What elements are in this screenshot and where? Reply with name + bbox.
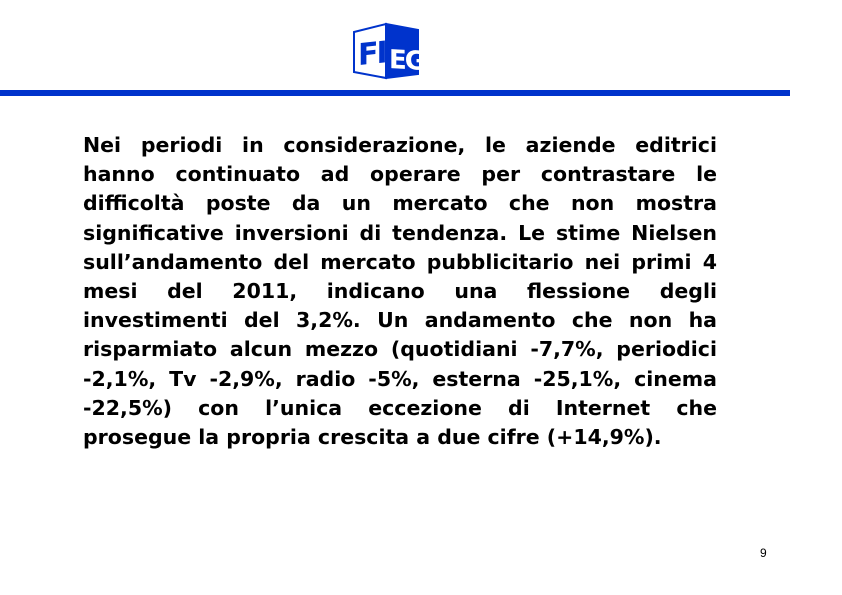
header-rule: [0, 90, 790, 96]
svg-text:EG: EG: [389, 45, 424, 77]
svg-text:FI: FI: [358, 35, 386, 74]
body-paragraph: Nei periodi in considerazione, le aziende editrici hanno continuato ad operare per contrastare le difficoltà poste da un mercato che non mostra significative inversioni di tendenza. Le stime Nielsen sull’andamento del mercato pubblicitario nei primi 4 mesi del 2011, indicano una flessione degli investimenti del 3,2%. Un andamento che non ha risparmiato alcun mezzo (quotidiani -7,7%, periodici -2,1%, Tv -2,9%, radio -5%, esterna -25,1%, cinema -22,5%) con l’unica eccezione di Internet che prosegue la propria crescita a due cifre (+14,9%).: [83, 133, 717, 450]
fieg-logo: [350, 22, 424, 82]
page-number: 9: [760, 546, 767, 560]
